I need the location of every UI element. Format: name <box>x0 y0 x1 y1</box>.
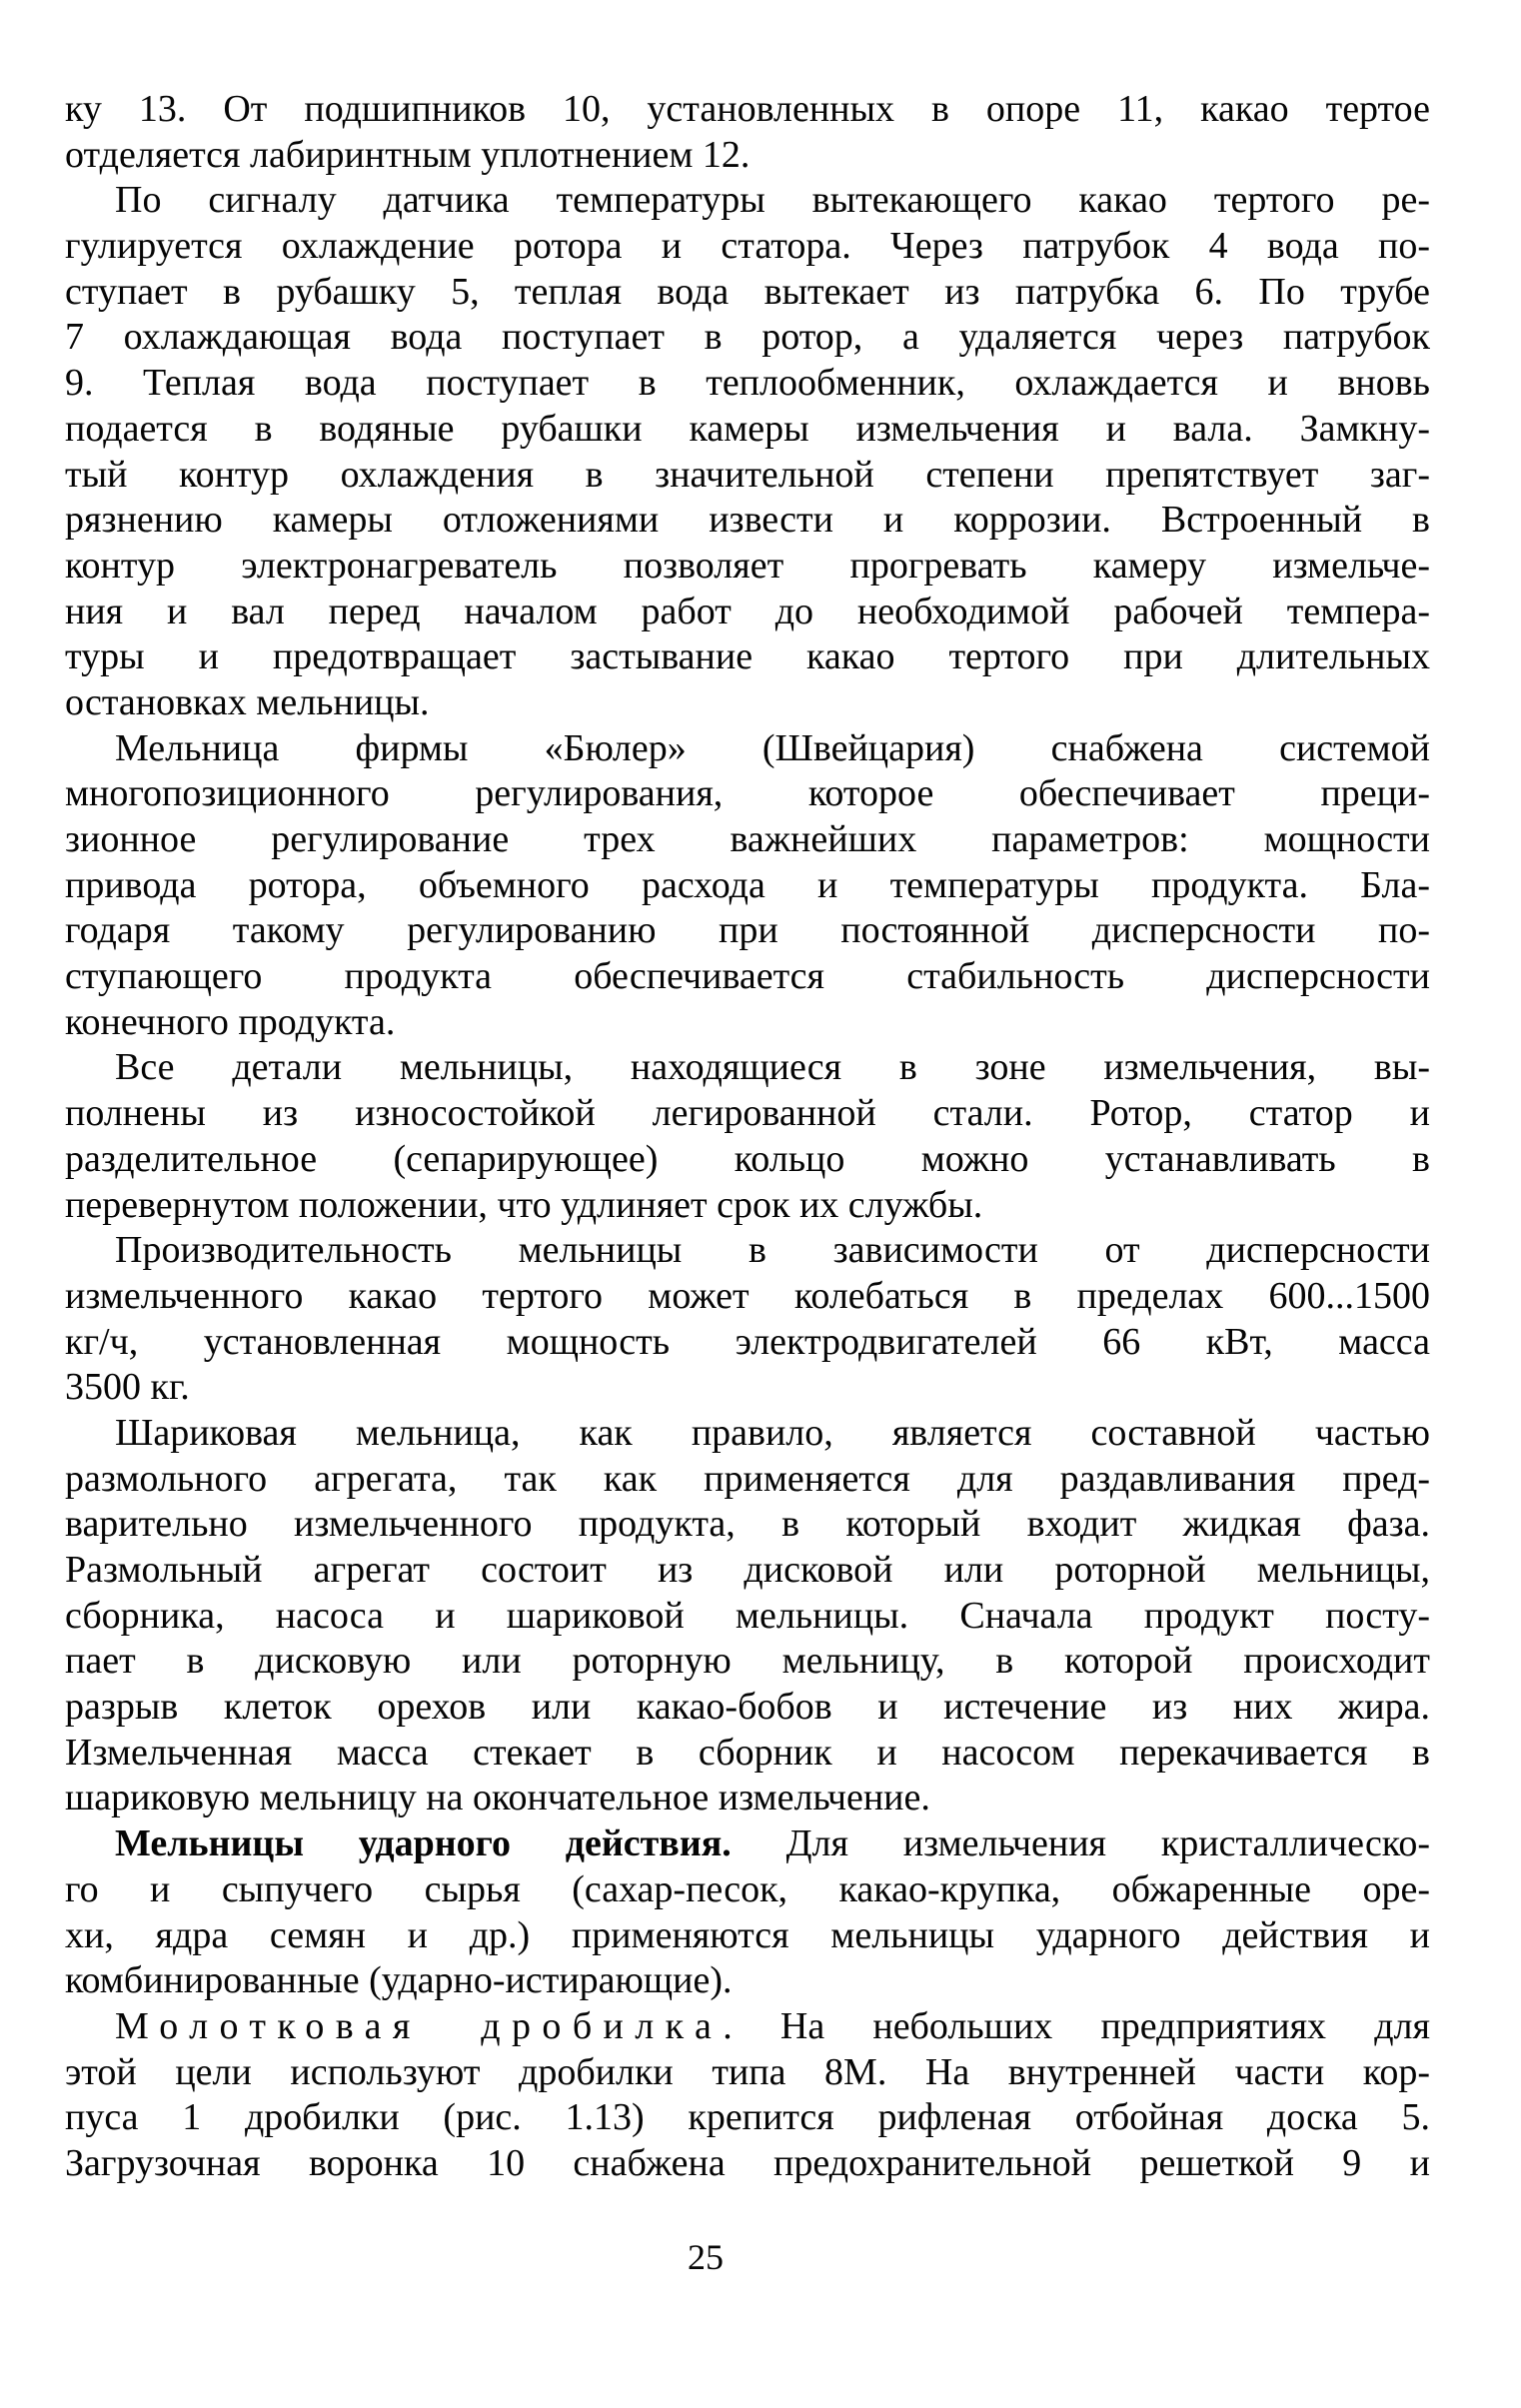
text-run: пает в дисковую или роторную мельницу, в которой происходит <box>65 1640 1430 1683</box>
text-line <box>65 1913 1430 1959</box>
text-line <box>65 590 1430 635</box>
text-line <box>65 2050 1430 2096</box>
text-line <box>65 908 1430 954</box>
text-line <box>65 1502 1430 1548</box>
text-run: По сигналу датчика температуры вытекающего какао тертого ре- <box>115 179 1430 222</box>
text-line <box>65 726 1430 772</box>
text-line <box>65 634 1430 680</box>
text-run: измельченного какао тертого может колебаться в пределах 600...1500 <box>65 1274 1430 1317</box>
text-run: отделяется лабиринтным уплотнением 12. <box>65 133 751 176</box>
text-line <box>65 1731 1430 1777</box>
text-line <box>65 361 1430 407</box>
text-run: контур электронагреватель позволяет прогревать камеру измельче- <box>65 544 1430 587</box>
text-line <box>65 133 1430 179</box>
text-run: кг/ч, установленная мощность электродвигателей 66 кВт, масса <box>65 1320 1430 1363</box>
text-run: многопозиционного регулирования, которое обеспечивает преци- <box>65 772 1430 815</box>
page-text <box>65 87 1430 2187</box>
text-run: размольного агрегата, так как применяется для раздавливания пред- <box>65 1457 1430 1500</box>
text-line <box>65 1457 1430 1503</box>
text-run: Размольный агрегат состоит из дисковой или роторной мельницы, <box>65 1549 1430 1591</box>
text-run: конечного продукта. <box>65 1000 396 1043</box>
text-run: тый контур охлаждения в значительной степени препятствует заг- <box>65 453 1430 496</box>
text-line <box>65 453 1430 499</box>
bold-run: Мельницы ударного действия. <box>115 1822 732 1865</box>
text-line <box>65 1594 1430 1640</box>
text-run: остановках мельницы. <box>65 680 430 723</box>
text-run: туры и предотвращает застывание какао тертого при длительных <box>65 635 1430 678</box>
text-line <box>65 2141 1430 2187</box>
text-line <box>65 863 1430 909</box>
text-run: гулируется охлаждение ротора и статора. Через патрубок 4 вода по- <box>65 225 1430 268</box>
text-run: варительно измельченного продукта, в который входит жидкая фаза. <box>65 1503 1430 1546</box>
text-run: рязнению камеры отложениями извести и коррозии. Встроенный в <box>65 499 1430 542</box>
text-run: разделительное (сепарирующее) кольцо можно устанавливать в <box>65 1137 1430 1180</box>
text-line <box>65 1867 1430 1913</box>
text-run: перевернутом положении, что удлиняет срок их службы. <box>65 1183 983 1226</box>
text-line <box>65 2004 1430 2050</box>
text-run: разрыв клеток орехов или какао-бобов и истечение из них жира. <box>65 1686 1430 1729</box>
text-run: ку 13. От подшипников 10, установленных в опоре 11, какао тертое <box>65 88 1430 130</box>
text-run: ния и вал перед началом работ до необходимой рабочей темпера- <box>65 590 1430 632</box>
text-run: комбинированные (ударно-истирающие). <box>65 1959 733 2002</box>
text-line <box>65 1137 1430 1183</box>
text-line <box>65 771 1430 817</box>
text-line <box>65 1045 1430 1091</box>
text-line <box>65 2095 1430 2141</box>
text-run: полнены из износостойкой легированной стали. Ротор, статор и <box>65 1092 1430 1135</box>
text-line <box>65 1274 1430 1320</box>
text-run: сборника, насоса и шариковой мельницы. Сначала продукт посту- <box>65 1594 1430 1637</box>
text-line <box>65 1958 1430 2004</box>
text-run: 3500 кг. <box>65 1366 190 1409</box>
text-run: хи, ядра семян и др.) применяются мельницы ударного действия и <box>65 1913 1430 1956</box>
text-run: Измельченная масса стекает в сборник и насосом перекачивается в <box>65 1731 1430 1774</box>
text-run: годаря такому регулированию при постоянной дисперсности по- <box>65 909 1430 952</box>
page-number: 25 <box>688 2237 724 2277</box>
text-line <box>65 270 1430 316</box>
text-line <box>65 1776 1430 1821</box>
text-line <box>65 407 1430 453</box>
text-line <box>65 817 1430 863</box>
text-run: этой цели используют дробилки типа 8М. На внутренней части кор- <box>65 2050 1430 2093</box>
text-line <box>65 1091 1430 1137</box>
text-run: 9. Теплая вода поступает в теплообменник, охлаждается и вновь <box>65 362 1430 405</box>
text-line <box>65 680 1430 726</box>
text-run: Загрузочная воронка 10 снабжена предохранительной решеткой 9 и <box>65 2141 1430 2184</box>
text-line <box>65 544 1430 590</box>
text-run: пуса 1 дробилки (рис. 1.13) крепится рифленая отбойная доска 5. <box>65 2096 1430 2139</box>
text-run: го и сыпучего сырья (сахар-песок, какао-крупка, обжаренные оре- <box>65 1867 1430 1910</box>
text-line <box>65 1685 1430 1731</box>
text-run: 7 охлаждающая вода поступает в ротор, а удаляется через патрубок <box>65 316 1430 359</box>
text-line <box>65 498 1430 544</box>
text-run: ступает в рубашку 5, теплая вода вытекает из патрубка 6. По трубе <box>65 270 1430 313</box>
text-line <box>65 1365 1430 1411</box>
text-line <box>65 1821 1430 1867</box>
text-run: привода ротора, объемного расхода и температуры продукта. Бла- <box>65 863 1430 906</box>
text-line <box>65 1183 1430 1229</box>
text-line <box>65 954 1430 1000</box>
text-line <box>65 87 1430 133</box>
text-line <box>65 315 1430 361</box>
text-run: . На небольших предприятиях для <box>723 2004 1430 2047</box>
text-run: шариковую мельницу на окончательное измельчение. <box>65 1777 930 1819</box>
letterspaced-run: Молотковая дробилка <box>115 2004 724 2047</box>
text-run: Все детали мельницы, находящиеся в зоне измельчения, вы- <box>115 1046 1430 1089</box>
text-line <box>65 1320 1430 1366</box>
text-line <box>65 178 1430 224</box>
text-run: зионное регулирование трех важнейших параметров: мощности <box>65 818 1430 860</box>
text-run: Производительность мельницы в зависимости от дисперсности <box>115 1229 1430 1272</box>
text-run: подается в водяные рубашки камеры измельчения и вала. Замкну- <box>65 407 1430 450</box>
text-run: Шариковая мельница, как правило, является составной частью <box>115 1411 1430 1454</box>
text-line <box>65 1548 1430 1594</box>
text-line <box>65 1228 1430 1274</box>
text-run: Для измельчения кристаллическо- <box>731 1822 1430 1865</box>
text-run: ступающего продукта обеспечивается стабильность дисперсности <box>65 955 1430 998</box>
text-line <box>65 1000 1430 1046</box>
text-line <box>65 1411 1430 1457</box>
text-run: Мельница фирмы «Бюлер» (Швейцария) снабжена системой <box>115 726 1430 769</box>
text-line <box>65 1639 1430 1685</box>
text-line <box>65 224 1430 270</box>
